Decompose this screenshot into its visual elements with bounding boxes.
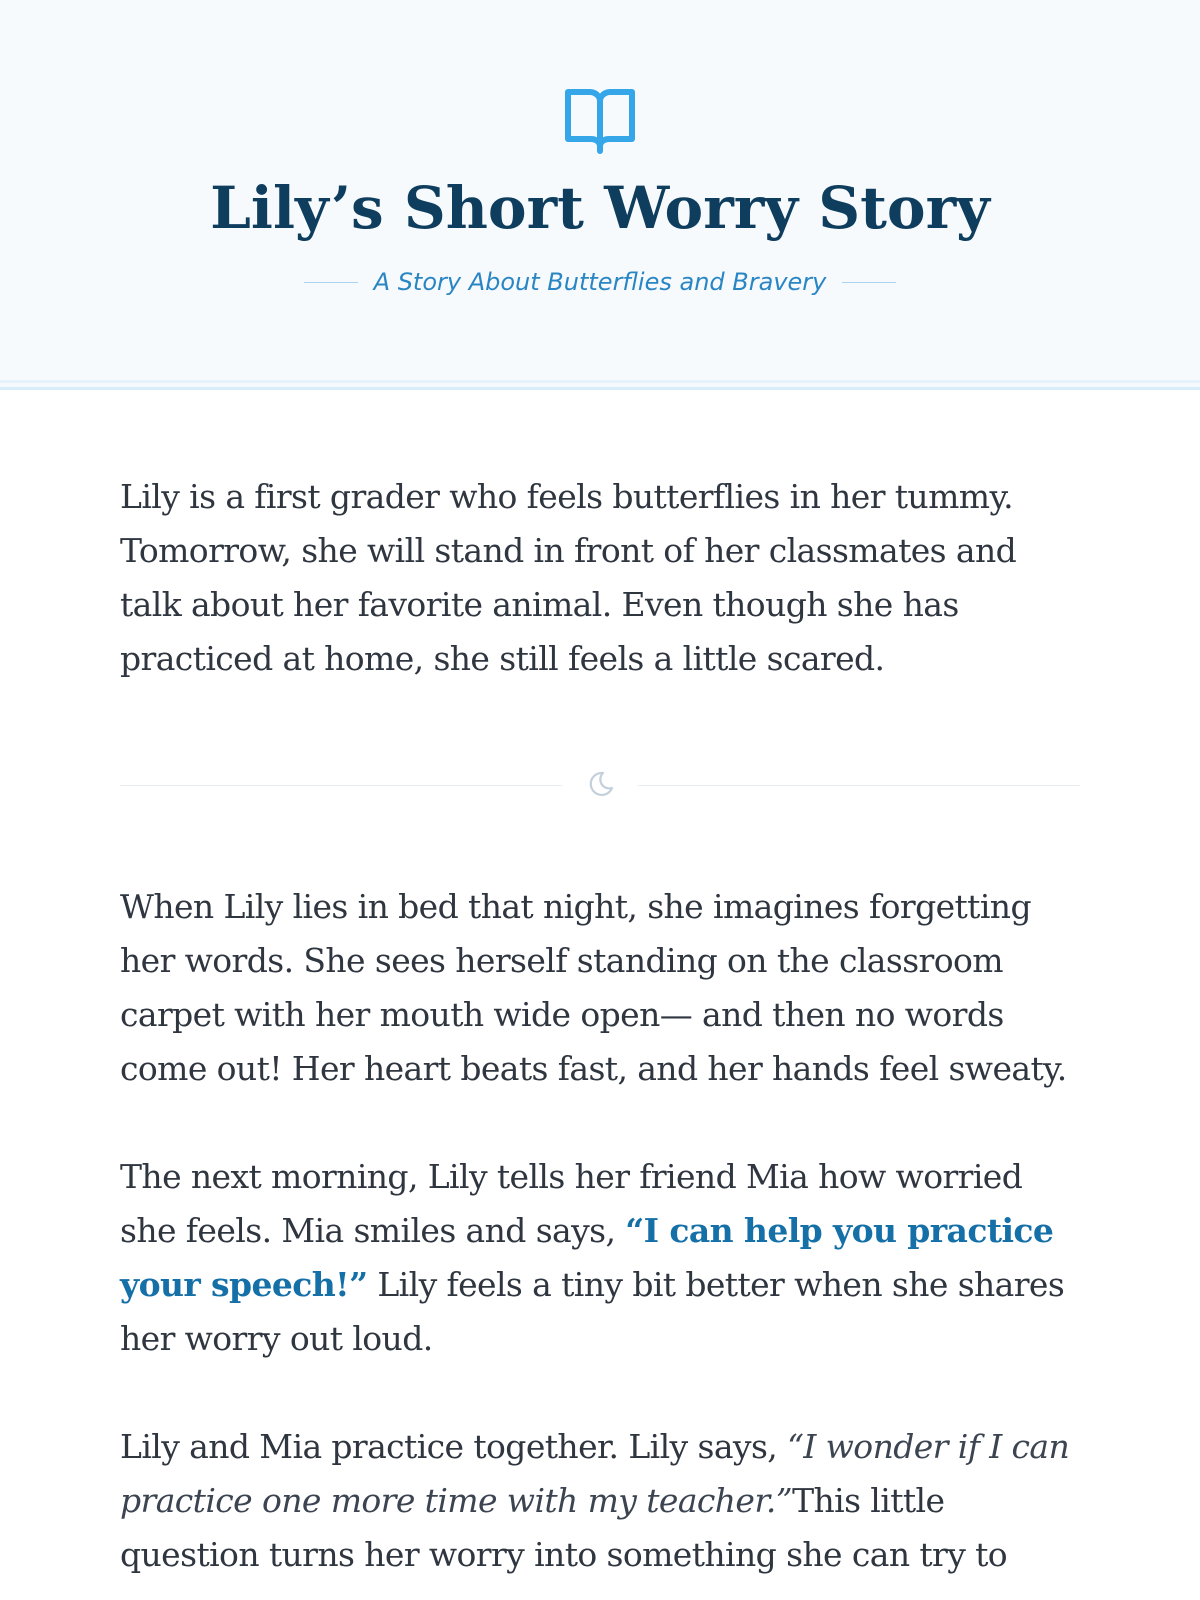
page-subtitle: A Story About Butterflies and Bravery (373, 268, 827, 296)
paragraph-4-outro: This little question turns her worry into something she can try to (120, 1481, 1008, 1574)
story-paragraph-3 (120, 1150, 1080, 1366)
paragraph-4-intro: Lily and Mia practice together. Lily says, (120, 1427, 788, 1466)
paragraph-3-outro: Lily feels a tiny bit better when she shares her worry out loud. (120, 1265, 1065, 1358)
story-paragraph-4 (120, 1420, 1080, 1582)
paragraph-3-intro: The next morning, Lily tells her friend Mia how worried she feels. Mia smiles and says, (120, 1157, 1023, 1250)
divider-left-line (120, 785, 562, 786)
open-book-icon (562, 84, 638, 156)
story-paragraph-2: When Lily lies in bed that night, she imagines forgetting her words. She sees herself standing on the classroom carpet with her mouth wide open— and then no words come out! Her heart beats fast, and her hands feel sweaty. (120, 887, 1067, 1088)
story-header (0, 0, 1200, 390)
divider-right-line (638, 785, 1080, 786)
subtitle-left-rule (304, 282, 358, 283)
subtitle-row (0, 268, 1200, 296)
moon-icon (586, 769, 616, 799)
lily-thought: “I wonder if I can practice one more time with my teacher.” (120, 1427, 1070, 1520)
mia-quote: “I can help you practice your speech!” (120, 1211, 1054, 1304)
subtitle-right-rule (842, 282, 896, 283)
story-paragraph-1: Lily is a first grader who feels butterflies in her tummy. Tomorrow, she will stand in front of her classmates and talk about her favorite animal. Even though she has practiced at home, she still feels a little scared. (120, 477, 1017, 678)
page-title: Lily’s Short Worry Story (210, 174, 990, 242)
section-divider (120, 775, 1080, 795)
